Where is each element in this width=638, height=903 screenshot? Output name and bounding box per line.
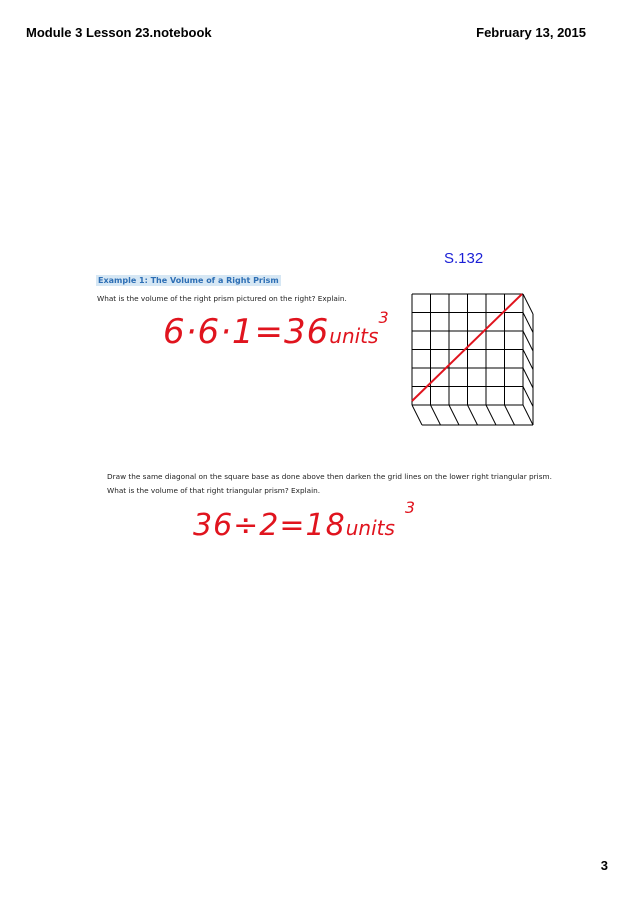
prism-edge <box>486 405 496 425</box>
question-2 <box>107 470 552 498</box>
page-number: 3 <box>600 858 608 873</box>
answer-1-equation: 6·6·1=36 <box>163 312 330 352</box>
prism-edge <box>523 350 533 370</box>
prism-edge <box>523 368 533 388</box>
prism-edge <box>449 405 459 425</box>
prism-edge <box>412 405 422 425</box>
prism-edge <box>505 405 515 425</box>
answer-1-units: units <box>329 324 379 348</box>
prism-edge <box>523 405 533 425</box>
question-1: What is the volume of the right prism pictured on the right? Explain. <box>97 294 347 303</box>
question-2-line-1: Draw the same diagonal on the square base as done above then darken the grid lines on the lower right triangular prism. <box>107 472 552 481</box>
answer-2-units: units <box>345 516 395 540</box>
answer-1-exponent: 3 <box>378 308 390 327</box>
answer-2-equation: 36÷2=18 <box>193 508 346 543</box>
example-title: Example 1: The Volume of a Right Prism <box>98 276 279 285</box>
answer-2-exponent: 3 <box>404 498 417 517</box>
prism-edge <box>523 387 533 407</box>
prism-edge <box>431 405 441 425</box>
prism-edge <box>523 294 533 314</box>
page-reference: S.132 <box>444 250 484 267</box>
handwritten-answer-2 <box>193 498 417 543</box>
prism-edge <box>523 331 533 351</box>
question-2-line-2: What is the volume of that right triangular prism? Explain. <box>107 486 321 495</box>
prism-edge <box>468 405 478 425</box>
notebook-filename: Module 3 Lesson 23.notebook <box>26 25 212 40</box>
notebook-date: February 13, 2015 <box>476 25 586 40</box>
prism-grid <box>412 294 533 425</box>
prism-edge <box>523 313 533 333</box>
